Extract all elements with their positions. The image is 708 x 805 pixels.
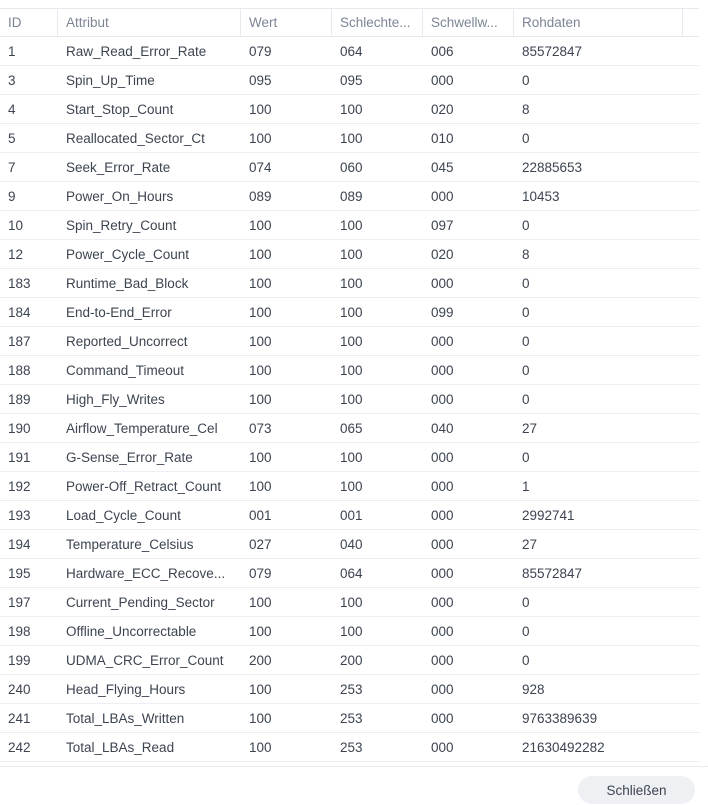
cell-id: 197 (8, 594, 31, 610)
cell-raw-data: 8 (522, 246, 530, 262)
cell-attribute: Raw_Read_Error_Rate (66, 43, 207, 59)
cell-value: 001 (249, 507, 272, 523)
table-row[interactable] (0, 472, 699, 501)
cell-id: 198 (8, 623, 31, 639)
cell-attribute: End-to-End_Error (66, 304, 172, 320)
column-header-attribute[interactable]: Attribut (58, 9, 241, 36)
cell-attribute: Offline_Uncorrectable (66, 623, 197, 639)
cell-id: 3 (8, 72, 16, 88)
cell-threshold: 040 (431, 420, 454, 436)
cell-attribute: Airflow_Temperature_Cel (66, 420, 218, 436)
cell-threshold: 010 (431, 130, 454, 146)
cell-value: 073 (249, 420, 272, 436)
table-row[interactable] (0, 95, 699, 124)
cell-worst: 089 (340, 188, 363, 204)
cell-value: 100 (249, 333, 272, 349)
cell-value: 100 (249, 217, 272, 233)
cell-value: 100 (249, 246, 272, 262)
cell-threshold: 097 (431, 217, 454, 233)
cell-attribute: Load_Cycle_Count (66, 507, 181, 523)
cell-id: 1 (8, 43, 16, 59)
cell-worst: 100 (340, 217, 363, 233)
table-row[interactable] (0, 182, 699, 211)
cell-threshold: 000 (431, 565, 454, 581)
table-header (0, 8, 699, 37)
cell-threshold: 000 (431, 449, 454, 465)
table-row[interactable] (0, 298, 699, 327)
cell-attribute: High_Fly_Writes (66, 391, 165, 407)
cell-attribute: Reported_Uncorrect (66, 333, 188, 349)
cell-value: 079 (249, 43, 272, 59)
cell-id: 192 (8, 478, 31, 494)
table-row[interactable] (0, 66, 699, 95)
table-row[interactable] (0, 704, 699, 733)
cell-id: 190 (8, 420, 31, 436)
cell-threshold: 000 (431, 536, 454, 552)
cell-worst: 100 (340, 275, 363, 291)
table-row[interactable] (0, 414, 699, 443)
cell-worst: 200 (340, 652, 363, 668)
cell-threshold: 000 (431, 681, 454, 697)
table-row[interactable] (0, 37, 699, 66)
cell-threshold: 000 (431, 188, 454, 204)
column-header-value[interactable]: Wert (241, 9, 332, 36)
cell-raw-data: 85572847 (522, 43, 583, 59)
cell-raw-data: 27 (522, 420, 538, 436)
cell-id: 9 (8, 188, 16, 204)
smart-attributes-table (0, 8, 699, 762)
cell-id: 195 (8, 565, 31, 581)
cell-id: 183 (8, 275, 31, 291)
cell-id: 188 (8, 362, 31, 378)
table-body (0, 37, 699, 762)
cell-attribute: Runtime_Bad_Block (66, 275, 189, 291)
cell-attribute: G-Sense_Error_Rate (66, 449, 193, 465)
cell-id: 10 (8, 217, 24, 233)
cell-worst: 064 (340, 565, 363, 581)
cell-value: 089 (249, 188, 272, 204)
cell-value: 100 (249, 594, 272, 610)
cell-raw-data: 0 (522, 623, 530, 639)
column-header-filler (683, 9, 699, 36)
cell-id: 191 (8, 449, 31, 465)
cell-attribute: Total_LBAs_Written (66, 710, 185, 726)
table-row[interactable] (0, 733, 699, 762)
cell-threshold: 045 (431, 159, 454, 175)
cell-value: 100 (249, 681, 272, 697)
cell-id: 194 (8, 536, 31, 552)
cell-id: 4 (8, 101, 16, 117)
cell-threshold: 000 (431, 362, 454, 378)
table-row[interactable] (0, 675, 699, 704)
cell-worst: 100 (340, 101, 363, 117)
cell-value: 100 (249, 739, 272, 755)
cell-value: 100 (249, 391, 272, 407)
cell-worst: 100 (340, 391, 363, 407)
table-row[interactable] (0, 588, 699, 617)
cell-raw-data: 0 (522, 275, 530, 291)
cell-id: 242 (8, 739, 31, 755)
cell-id: 189 (8, 391, 31, 407)
cell-value: 100 (249, 101, 272, 117)
cell-worst: 253 (340, 710, 363, 726)
cell-raw-data: 928 (522, 681, 545, 697)
table-row[interactable] (0, 646, 699, 675)
cell-attribute: Hardware_ECC_Recove... (66, 565, 226, 581)
cell-attribute: Start_Stop_Count (66, 101, 174, 117)
cell-worst: 100 (340, 130, 363, 146)
cell-threshold: 020 (431, 101, 454, 117)
cell-raw-data: 22885653 (522, 159, 583, 175)
cell-raw-data: 9763389639 (522, 710, 598, 726)
cell-worst: 100 (340, 333, 363, 349)
cell-id: 193 (8, 507, 31, 523)
cell-threshold: 099 (431, 304, 454, 320)
cell-worst: 100 (340, 478, 363, 494)
table-row[interactable] (0, 559, 699, 588)
cell-attribute: Current_Pending_Sector (66, 594, 215, 610)
cell-raw-data: 85572847 (522, 565, 583, 581)
cell-value: 027 (249, 536, 272, 552)
cell-id: 241 (8, 710, 31, 726)
cell-attribute: UDMA_CRC_Error_Count (66, 652, 224, 668)
close-button[interactable]: Schließen (578, 776, 695, 804)
cell-id: 12 (8, 246, 24, 262)
cell-raw-data: 0 (522, 72, 530, 88)
cell-id: 5 (8, 130, 16, 146)
cell-threshold: 000 (431, 739, 454, 755)
cell-attribute: Total_LBAs_Read (66, 739, 175, 755)
cell-attribute: Spin_Up_Time (66, 72, 155, 88)
table-row[interactable] (0, 240, 699, 269)
cell-threshold: 006 (431, 43, 454, 59)
cell-attribute: Reallocated_Sector_Ct (66, 130, 205, 146)
cell-threshold: 020 (431, 246, 454, 262)
cell-value: 100 (249, 449, 272, 465)
cell-value: 100 (249, 275, 272, 291)
cell-worst: 100 (340, 362, 363, 378)
cell-raw-data: 10453 (522, 188, 560, 204)
cell-threshold: 000 (431, 275, 454, 291)
cell-value: 079 (249, 565, 272, 581)
cell-threshold: 000 (431, 623, 454, 639)
cell-threshold: 000 (431, 333, 454, 349)
cell-value: 100 (249, 130, 272, 146)
cell-attribute: Head_Flying_Hours (66, 681, 186, 697)
cell-id: 7 (8, 159, 16, 175)
cell-raw-data: 0 (522, 130, 530, 146)
column-header-threshold[interactable]: Schwellw... (423, 9, 514, 36)
cell-raw-data: 1 (522, 478, 530, 494)
cell-worst: 095 (340, 72, 363, 88)
cell-raw-data: 27 (522, 536, 538, 552)
cell-raw-data: 2992741 (522, 507, 575, 523)
table-row[interactable] (0, 501, 699, 530)
table-row[interactable] (0, 124, 699, 153)
cell-value: 200 (249, 652, 272, 668)
cell-raw-data: 0 (522, 449, 530, 465)
cell-raw-data: 0 (522, 652, 530, 668)
cell-threshold: 000 (431, 652, 454, 668)
column-header-raw-data[interactable]: Rohdaten (514, 9, 683, 36)
cell-threshold: 000 (431, 72, 454, 88)
table-row[interactable] (0, 269, 699, 298)
cell-threshold: 000 (431, 594, 454, 610)
cell-worst: 040 (340, 536, 363, 552)
table-row[interactable] (0, 211, 699, 240)
cell-worst: 100 (340, 594, 363, 610)
cell-raw-data: 0 (522, 391, 530, 407)
cell-raw-data: 21630492282 (522, 739, 605, 755)
cell-attribute: Seek_Error_Rate (66, 159, 171, 175)
cell-raw-data: 0 (522, 362, 530, 378)
cell-value: 100 (249, 710, 272, 726)
cell-worst: 100 (340, 304, 363, 320)
cell-value: 100 (249, 362, 272, 378)
cell-attribute: Temperature_Celsius (66, 536, 194, 552)
cell-threshold: 000 (431, 391, 454, 407)
cell-id: 184 (8, 304, 31, 320)
table-row[interactable] (0, 617, 699, 646)
cell-raw-data: 0 (522, 594, 530, 610)
cell-attribute: Power_On_Hours (66, 188, 174, 204)
cell-value: 100 (249, 304, 272, 320)
table-row[interactable] (0, 327, 699, 356)
cell-worst: 100 (340, 623, 363, 639)
cell-worst: 253 (340, 681, 363, 697)
cell-attribute: Power_Cycle_Count (66, 246, 190, 262)
cell-attribute: Power-Off_Retract_Count (66, 478, 222, 494)
cell-worst: 060 (340, 159, 363, 175)
cell-attribute: Spin_Retry_Count (66, 217, 177, 233)
table-row[interactable] (0, 530, 699, 559)
cell-raw-data: 8 (522, 101, 530, 117)
cell-worst: 100 (340, 449, 363, 465)
cell-raw-data: 0 (522, 304, 530, 320)
cell-attribute: Command_Timeout (66, 362, 185, 378)
dialog-footer (0, 766, 708, 805)
cell-worst: 253 (340, 739, 363, 755)
cell-worst: 001 (340, 507, 363, 523)
table-row[interactable] (0, 385, 699, 414)
table-row[interactable] (0, 153, 699, 182)
table-row[interactable] (0, 356, 699, 385)
cell-worst: 100 (340, 246, 363, 262)
cell-id: 240 (8, 681, 31, 697)
cell-value: 074 (249, 159, 272, 175)
cell-worst: 065 (340, 420, 363, 436)
cell-id: 199 (8, 652, 31, 668)
cell-value: 095 (249, 72, 272, 88)
cell-raw-data: 0 (522, 333, 530, 349)
column-header-worst[interactable]: Schlechte... (332, 9, 423, 36)
cell-id: 187 (8, 333, 31, 349)
cell-threshold: 000 (431, 507, 454, 523)
cell-threshold: 000 (431, 478, 454, 494)
cell-value: 100 (249, 623, 272, 639)
cell-worst: 064 (340, 43, 363, 59)
column-header-id[interactable]: ID (0, 9, 58, 36)
cell-value: 100 (249, 478, 272, 494)
cell-threshold: 000 (431, 710, 454, 726)
cell-raw-data: 0 (522, 217, 530, 233)
table-row[interactable] (0, 443, 699, 472)
